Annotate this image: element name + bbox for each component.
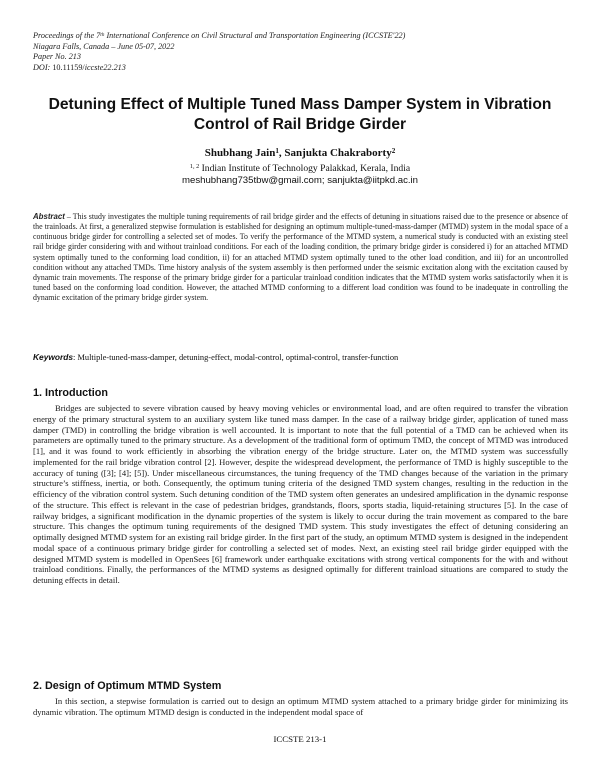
section-heading-introduction: 1. Introduction (33, 387, 108, 399)
conference-header (33, 31, 573, 73)
affiliation: $^{1, 2}$ Indian Institute of Technology Palakkad, Kerala, India (189, 163, 411, 174)
doi-line: DOI: 10.11159/iccste22.213 (33, 62, 126, 72)
keywords-label: Keywords (33, 352, 74, 362)
author-list: Shubhang Jain$^1$, Sanjukta Chakraborty$^2$ (204, 146, 396, 159)
proceedings-line: Proceedings of the 7th International Conference on Civil Structural and Transportation Engineering (ICCSTE'22) (33, 31, 406, 40)
keywords-text: Multiple-tuned-mass-damper, detuning-effect, modal-control, optimal-control, transfer-function (77, 353, 399, 362)
paper-title: Detuning Effect of Multiple Tuned Mass Damper System in Vibration Control of Rail Bridge Girder (48, 96, 552, 133)
abstract-text: This study investigates the multiple tuning requirements of rail bridge girder and the effects of detuning in situations raised due to the presence or absence of the trainloads. At first, a generalized stepwise formulation is established for designing an optimum multiple-tuned-mass-damper (MTMD) system in the modal space of a continuous bridge girder for controlling a selected set of modes. To verify the performance of the MTMD system, a numerical study is conducted with an existing steel rail bridge girder considering with and without trainload conditions. For each of the loading condition, the primary bridge girder is considered i) for an attached MTMD system optimally tuned to the conforming load condition, ii) for an attached MTMD system optimally tuned to the other load condition, and iii) for an uncontrolled condition without any attached TMDs. Time history analysis of the system assembly is then performed under the seismic excitation along with the excitation caused by dynamic train movements. The response of the primary bridge girder for a particular trainload condition indicates that the MTMD system works satisfactorily when it is tuned based on the conforming load condition. However, the attached MTMD conforming to a different load condition was found to be inadequate in controlling the dynamic excitation of the primary bridge girder system. (33, 212, 568, 303)
author-name: Shubhang Jain (204, 147, 276, 159)
design-body (33, 696, 568, 718)
conference-location: Niagara Falls, Canada – June 05-07, 2022 (33, 41, 175, 51)
paper-number: Paper No. 213 (33, 52, 81, 62)
abstract-label: Abstract (33, 212, 65, 221)
keywords: Keywords: Multiple-tuned-mass-damper, detuning-effect, modal-control, optimal-control, transfer-function (33, 352, 399, 362)
section-heading-design: 2. Design of Optimum MTMD System (33, 680, 222, 692)
author-name: Sanjukta Chakraborty (284, 147, 392, 159)
paragraph: Bridges are subjected to severe vibration caused by heavy moving vehicles or environmental load, and are often required to transfer the vibration energy of the primary structural system to an auxiliary system like tuned mass damper. In the case of a railway bridge girder, application of tuned mass damper (TMD) in controlling the bridge vibration is well accounted. It is important to note that the full potential of a TMD can be achieved when its parameters are optimally tuned to the primary structure. As a development of the traditional form of optimum TMD, the concept of MTMD was introduced [1], and it was found to work efficiently in absorbing the vibration energy of the bridge structure. Later on, the MTMD system was successfully implemented for the rail bridge vibration control [2]. However, despite the widespread development, the performance of TMD is highly susceptible to the accuracy of tuning ([3]; [4]; [5]). Under miscellaneous circumstances, the tuning frequency of the TMD changes because of the variation in the primary structure’s stiffness, inertia, or both. Consequently, the optimum tuning criteria of the designed TMD system changes, resulting in the reduction in the efficiency of the vibration control system. Such detuning condition of the TMD system often generates an undesired amplification in the dynamic response of the structure. This effect is relevant in the case of pedestrian bridges, grandstands, floors, sports stadia, liquid-retaining structures [5]. In the case of railway bridges, a significant modification in the dynamic properties of the system is likely to occur during the train movement as compared to the bare structure. This changes the optimum tuning requirements of the designed TMD system. This study investigates the effect of detuning considering an optimally designed MTMD system for an existing rail bridge girder. In the first part of the study, an optimum MTMD system is designed in the independent modal space of a continuous primary bridge girder for controlling a selected set of modes. Next, an existing steel rail bridge girder equipped with the designed MTMD system is modelled in OpenSees [6] framework under earthquake excitations with strong vertical components for the with and without trainload conditions. Finally, the performances of the MTMD systems as designed optimally for different trainload situations are compared to study the detuning effects in detail. (33, 403, 568, 585)
author-emails: meshubhang735tbw@gmail.com; sanjukta@iitpkd.ac.in (182, 175, 418, 186)
abstract: Abstract – This study investigates the multiple tuning requirements of rail bridge girder and the effects of detuning in situations raised due to the presence or absence of the trainloads. At first, a generalized stepwise formulation is established for designing an optimum multiple-tuned-mass-damper (MTMD) system in the modal space of a continuous bridge girder for controlling a selected set of modes. To verify the performance of the MTMD system, a numerical study is conducted with an existing steel rail bridge girder considering with and without trainload conditions. For each of the loading condition, the primary bridge girder is considered i) for an attached MTMD system optimally tuned to the conforming load condition, ii) for an attached MTMD system optimally tuned to the other load condition, and iii) for an uncontrolled condition without any attached TMDs. Time history analysis of the system assembly is then performed under the seismic excitation along with the excitation caused by dynamic train movements. The response of the primary bridge girder for a particular trainload condition indicates that the MTMD system works satisfactorily when it is tuned based on the conforming load condition. However, the attached MTMD conforming to a different load condition was found to be inadequate in controlling the dynamic excitation of the primary bridge girder system. (33, 212, 568, 303)
page-footer: ICCSTE 213-1 (273, 734, 327, 744)
paragraph: In this section, a stepwise formulation is carried out to design an optimum MTMD system attached to a primary bridge girder for minimizing its dynamic vibration. The optimum MTMD design is conducted in the independent modal space of (33, 696, 568, 717)
introduction-body (33, 403, 568, 586)
